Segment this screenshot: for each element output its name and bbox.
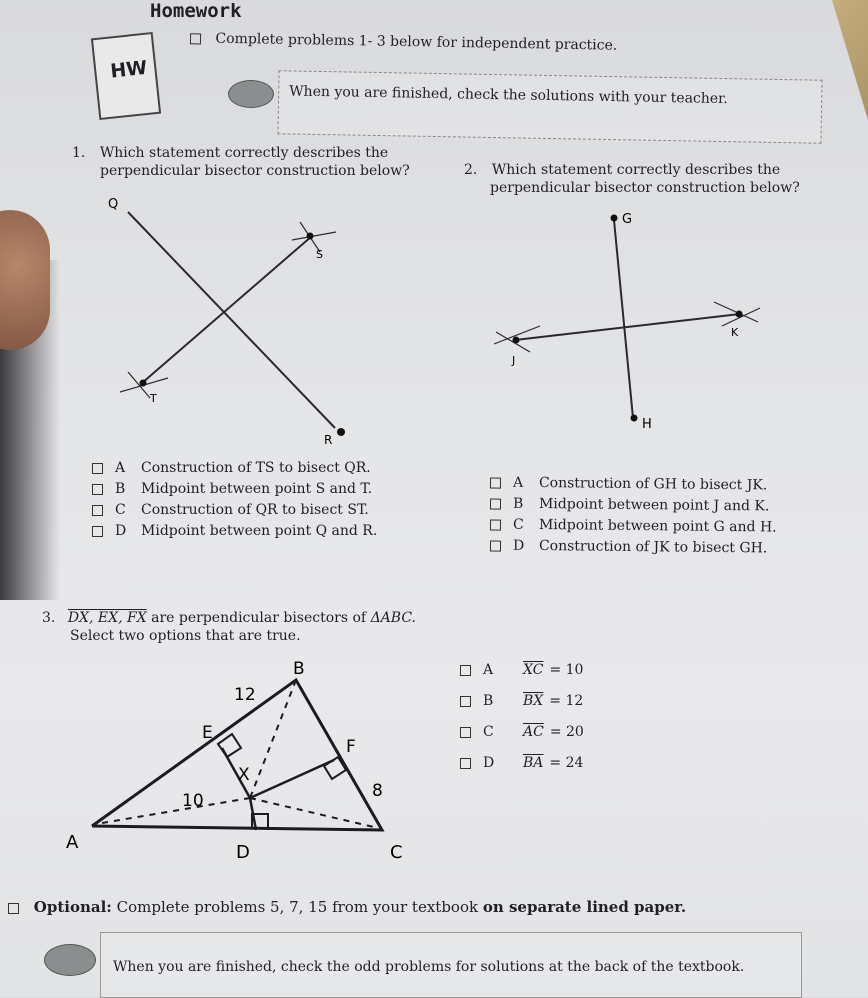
option-checkbox[interactable] (92, 484, 103, 495)
textbook-check-note (100, 932, 802, 998)
dashed-cx (250, 798, 378, 828)
option-checkbox[interactable] (92, 505, 103, 516)
label-r: R (324, 433, 333, 447)
option-text: Midpoint between point J and K. (538, 496, 770, 515)
label-f: F (346, 737, 356, 757)
label-8: 8 (372, 781, 383, 801)
option-a[interactable] (490, 475, 767, 494)
label-12: 12 (234, 685, 256, 705)
page-title: Homework (150, 0, 242, 22)
optional-checkbox[interactable] (8, 903, 19, 914)
segment-ts (142, 236, 312, 383)
problem3-segments: DX, EX, FX (67, 610, 147, 626)
point-h (631, 415, 638, 422)
problem3-line2: Select two options that are true. (70, 628, 301, 644)
label-j: J (512, 354, 516, 367)
label-h: H (642, 417, 652, 432)
problem2-figure (494, 220, 760, 418)
label-c: C (390, 842, 403, 863)
option-c[interactable] (92, 502, 369, 518)
option-text: Construction of TS to bisect QR. (141, 460, 371, 476)
option-key: B (512, 495, 524, 512)
problem2-line2: perpendicular bisector construction below? (490, 180, 800, 196)
option-a[interactable] (460, 662, 583, 678)
option-checkbox[interactable] (460, 727, 471, 738)
pencil-icon-2 (44, 944, 96, 976)
option-checkbox[interactable] (460, 696, 471, 707)
instruction-text: Complete problems 1- 3 below for independent practice. (215, 30, 618, 54)
option-key: B (115, 481, 126, 497)
option-text: Midpoint between point S and T. (141, 481, 373, 497)
option-c[interactable] (490, 516, 777, 535)
option-b[interactable] (92, 481, 372, 497)
label-d: D (236, 842, 250, 863)
option-text: Midpoint between point G and H. (538, 517, 777, 536)
option-key: D (512, 537, 525, 554)
option-text: Construction of JK to bisect GH. (538, 538, 768, 557)
option-d[interactable] (460, 755, 583, 771)
option-segment: $\overline{BX}$ (523, 693, 544, 709)
option-b[interactable] (460, 693, 583, 709)
problem3-number: 3. (42, 610, 56, 626)
segment-qr (128, 212, 335, 428)
option-segment: $\overline{BA}$ (523, 755, 544, 771)
option-d[interactable] (490, 538, 767, 557)
segment-gh (614, 220, 633, 418)
optional-text: Complete problems 5, 7, 15 from your textbook (116, 898, 479, 916)
hw-label: HW (109, 56, 149, 83)
problem1-line2: perpendicular bisector construction below? (100, 163, 410, 179)
option-value: = 10 (549, 662, 584, 678)
option-text: Construction of QR to bisect ST. (141, 502, 369, 518)
option-checkbox[interactable] (460, 665, 471, 676)
option-key: C (512, 516, 524, 533)
option-c[interactable] (460, 724, 584, 740)
label-k: K (731, 326, 739, 339)
textbook-check-text: When you are finished, check the odd problems for solutions at the back of the textbook. (113, 959, 745, 975)
label-10: 10 (182, 791, 204, 811)
option-segment: $\overline{XC}$ (523, 662, 544, 678)
problem2-question (464, 162, 780, 178)
option-key: C (483, 724, 494, 740)
optional-emph: on separate lined paper. (482, 898, 687, 916)
option-value: = 12 (549, 693, 584, 709)
segment-jk (515, 314, 740, 340)
problem1-number: 1. (72, 145, 86, 161)
option-key: C (115, 502, 126, 518)
option-text: Construction of GH to bisect JK. (538, 475, 768, 494)
option-d[interactable] (92, 523, 377, 539)
label-q: Q (108, 197, 119, 212)
problem2-line1: Which statement correctly describes the (491, 162, 781, 178)
option-text: Midpoint between point Q and R. (141, 523, 378, 539)
option-checkbox[interactable] (490, 498, 501, 509)
point-r (337, 428, 345, 436)
option-a[interactable] (92, 460, 371, 476)
option-checkbox[interactable] (490, 540, 501, 551)
option-checkbox[interactable] (490, 519, 501, 530)
label-x: X (238, 765, 250, 785)
point-j (513, 337, 520, 344)
teacher-check-text: When you are finished, check the solutions with your teacher. (289, 83, 728, 108)
label-g: G (622, 212, 633, 227)
option-key: B (483, 693, 494, 709)
option-key: D (483, 755, 495, 771)
point-s (307, 233, 314, 240)
label-t: T (150, 392, 157, 405)
option-value: = 24 (549, 755, 584, 771)
option-key: A (483, 662, 494, 678)
label-e: E (202, 723, 213, 743)
problem3-question (42, 610, 416, 626)
problem2-number: 2. (464, 162, 478, 178)
option-checkbox[interactable] (460, 758, 471, 769)
problem1-line1: Which statement correctly describes the (99, 145, 389, 161)
dashed-ax (96, 798, 250, 824)
label-a: A (66, 832, 79, 853)
optional-label: Optional: (33, 898, 112, 916)
option-segment: $\overline{AC}$ (523, 724, 544, 740)
point-g (611, 215, 618, 222)
option-key: A (512, 474, 524, 491)
option-key: D (115, 523, 127, 539)
label-b: B (293, 659, 305, 679)
optional-line (8, 898, 686, 916)
option-checkbox[interactable] (92, 526, 103, 537)
option-checkbox[interactable] (92, 463, 103, 474)
bisector-fx (250, 760, 334, 798)
option-b[interactable] (490, 496, 769, 515)
option-checkbox[interactable] (490, 477, 501, 488)
right-angle-e (218, 734, 241, 757)
problem3-triangle-name: ΔABC. (370, 610, 416, 626)
option-value: = 20 (549, 724, 584, 740)
option-key: A (115, 460, 126, 476)
point-k (736, 311, 743, 318)
point-t (140, 380, 147, 387)
problem3-question-rest: are perpendicular bisectors of (151, 610, 367, 626)
label-s: S (316, 248, 323, 261)
